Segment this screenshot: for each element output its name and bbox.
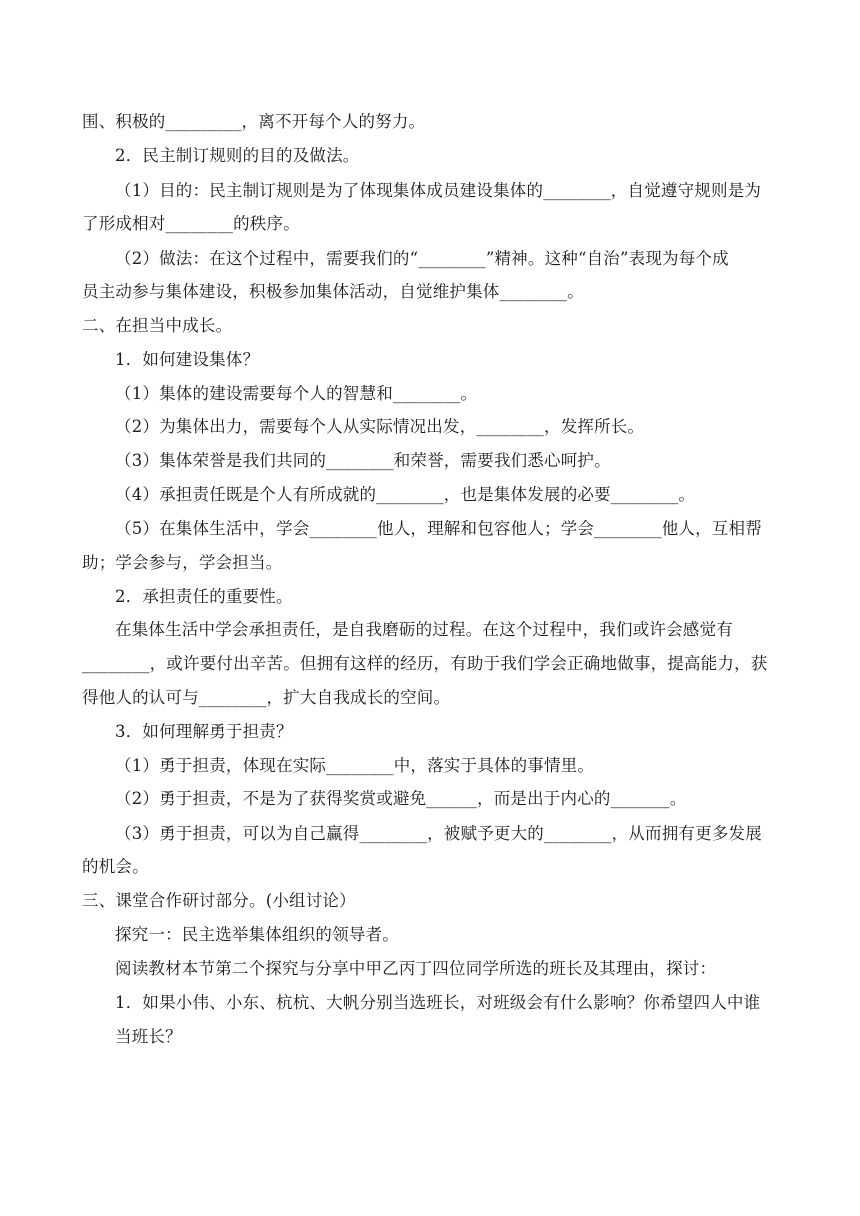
text-line: （4）承担责任既是个人有所成就的________，也是集体发展的必要________。 [115,485,696,504]
text-line: 围、积极的_________，离不开每个人的努力。 [82,112,426,131]
text-line: （2）为集体出力，需要每个人从实际情况出发，________，发挥所长。 [115,417,645,436]
text-line: （5）在集体生活中，学会________他人，理解和包容他人；学会________他人，互相帮 [115,519,762,538]
text-line: 的机会。 [82,857,149,876]
text-line: （3）勇于担责，可以为自己赢得________，被赋予更大的________，从而拥有更多发展 [115,824,762,843]
text-line: 员主动参与集体建设，积极参加集体活动，自觉维护集体________。 [82,282,584,301]
text-line: （2）勇于担责，不是为了获得奖赏或避免______，而是出于内心的_______。 [115,789,687,808]
section-heading: 1．如何建设集体？ [115,350,260,369]
text-line: 助；学会参与，学会担当。 [82,553,283,572]
section-heading: 2．承担责任的重要性。 [115,587,293,606]
text-line: （1）目的：民主制订规则是为了体现集体成员建设集体的________，自觉遵守规则是为 [115,181,762,200]
text-line: 得他人的认可与________，扩大自我成长的空间。 [82,688,451,707]
section-heading: 三、课堂合作研讨部分。(小组讨论） [82,891,356,910]
text-line: 在集体生活中学会承担责任，是自我磨砺的过程。在这个过程中，我们或许会感觉有 [115,620,733,639]
text-line: ________，或许要付出辛苦。但拥有这样的经历，有助于我们学会正确地做事，提高能力，获 [82,654,768,673]
text-line: （2）做法：在这个过程中，需要我们的“________”精神。这种“自治”表现为每个成 [115,249,729,268]
question-line: 当班长？ [115,1027,182,1046]
text-line: （1）集体的建设需要每个人的智慧和________。 [115,384,478,403]
text-line: 探究一：民主选举集体组织的领导者。 [115,925,399,944]
text-line: （1）勇于担责，体现在实际________中，落实于具体的事情里。 [115,756,595,775]
text-line: （3）集体荣誉是我们共同的________和荣誉，需要我们悉心呵护。 [115,451,611,470]
question-line: 1．如果小伟、小东、杭杭、大帆分别当选班长，对班级会有什么影响？你希望四人中谁 [115,993,761,1012]
section-heading: 2．民主制订规则的目的及做法。 [115,146,360,165]
section-heading: 二、在担当中成长。 [82,316,233,335]
section-heading: 3．如何理解勇于担责？ [115,722,293,741]
text-line: 了形成相对________的秩序。 [82,214,300,233]
text-line: 阅读教材本节第二个探究与分享中甲乙丙丁四位同学所选的班长及其理由，探讨： [115,959,717,978]
